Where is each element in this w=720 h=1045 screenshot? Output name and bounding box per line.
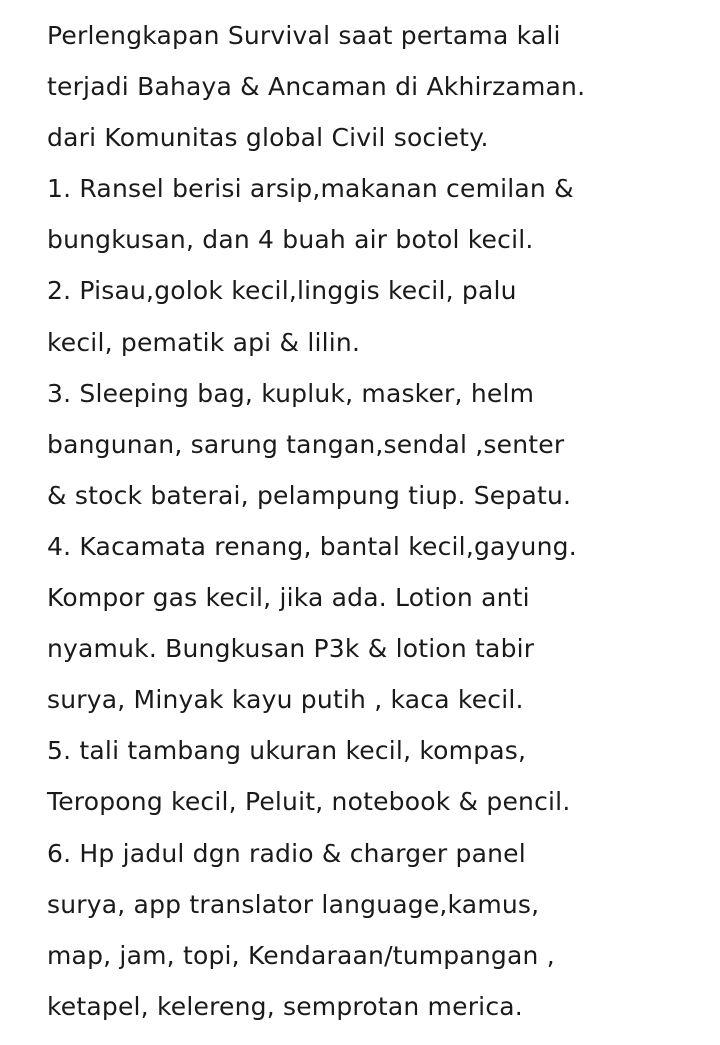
item-line: bangunan, sarung tangan,sendal ,senter — [47, 429, 565, 459]
item-line: 2. Pisau,golok kecil,linggis kecil, palu — [47, 276, 517, 306]
title-line: terjadi Bahaya & Ancaman di Akhirzaman. — [47, 72, 586, 102]
item-line: surya, Minyak kayu putih , kaca kecil. — [47, 685, 524, 715]
list-item-2 — [47, 265, 707, 367]
list-item-6 — [47, 828, 707, 1032]
title-line: dari Komunitas global Civil society. — [47, 123, 489, 153]
item-line: nyamuk. Bungkusan P3k & lotion tabir — [47, 634, 535, 664]
list-item-1 — [47, 163, 707, 265]
list-item-3 — [47, 368, 707, 521]
item-line: surya, app translator language,kamus, — [47, 889, 540, 919]
item-line: bungkusan, dan 4 buah air botol kecil. — [47, 225, 534, 255]
item-line: Kompor gas kecil, jika ada. Lotion anti — [47, 583, 530, 613]
list-item-4 — [47, 521, 707, 725]
item-line: kecil, pematik api & lilin. — [47, 327, 361, 357]
title-line: Perlengkapan Survival saat pertama kali — [47, 21, 561, 50]
item-line: 1. Ransel berisi arsip,makanan cemilan & — [47, 174, 574, 204]
item-line: & stock baterai, pelampung tiup. Sepatu. — [47, 480, 572, 510]
list-item-5 — [47, 725, 707, 827]
item-line: ketapel, kelereng, semprotan merica. — [47, 991, 523, 1021]
item-line: 6. Hp jadul dgn radio & charger panel — [47, 838, 526, 868]
item-line: 3. Sleeping bag, kupluk, masker, helm — [47, 378, 535, 408]
item-line: map, jam, topi, Kendaraan/tumpangan , — [47, 940, 555, 970]
document-title — [47, 10, 707, 163]
item-line: Teropong kecil, Peluit, notebook & pencil. — [47, 787, 571, 817]
item-line: 5. tali tambang ukuran kecil, kompas, — [47, 736, 527, 766]
item-line: 4. Kacamata renang, bantal kecil,gayung. — [47, 531, 577, 561]
survival-document — [47, 10, 707, 1032]
